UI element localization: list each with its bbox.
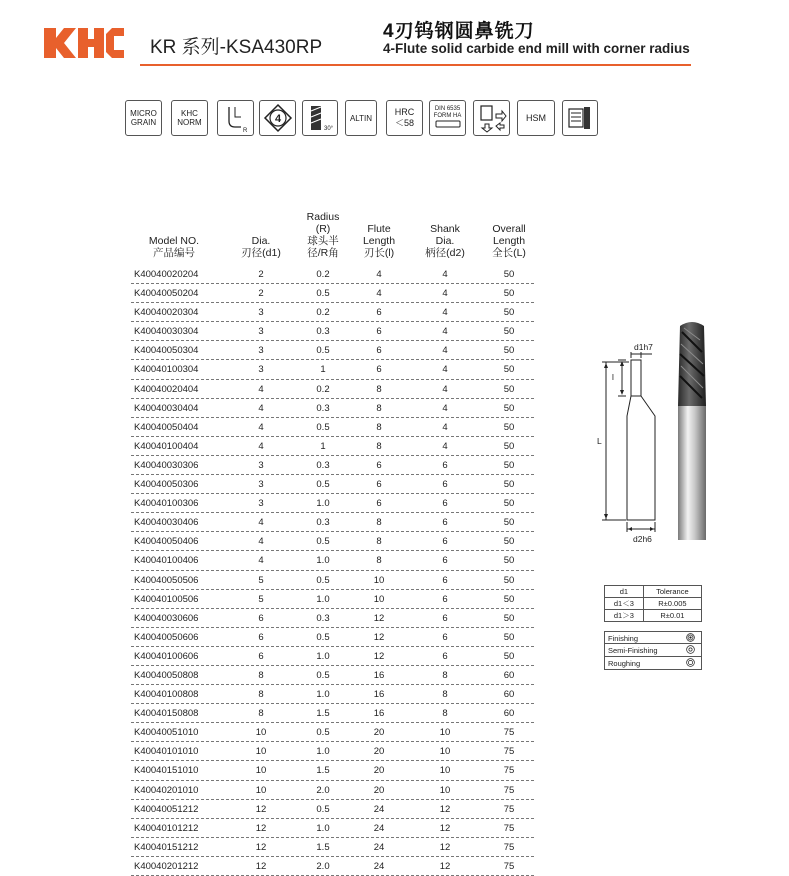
- table-cell: 50: [503, 498, 515, 510]
- table-cell: 0.5: [316, 479, 330, 491]
- table-cell: K40040150808: [134, 708, 199, 720]
- table-row: [131, 532, 534, 551]
- table-cell: 6: [442, 631, 448, 643]
- table-row: [131, 704, 534, 723]
- table-cell: 2: [258, 288, 264, 300]
- l-label: l: [612, 372, 614, 382]
- table-cell: 6: [376, 364, 382, 376]
- d2-label: d2h6: [633, 534, 652, 544]
- table-cell: 4: [442, 383, 448, 395]
- table-cell: 0.3: [316, 402, 330, 414]
- table-cell: 6: [442, 593, 448, 605]
- table-cell: 0.2: [316, 269, 330, 280]
- table-cell: 6: [442, 517, 448, 529]
- table-cell: K40040100606: [134, 650, 199, 662]
- tolerance-cell: d1＞3: [605, 610, 644, 622]
- table-cell: 4: [442, 288, 448, 300]
- table-cell: 4: [442, 402, 448, 414]
- table-cell: K40040051010: [134, 727, 199, 739]
- page-title-cn: 4刃钨钢圆鼻铣刀: [383, 21, 535, 42]
- table-cell: 1.5: [316, 708, 330, 720]
- table-cell: 6: [376, 307, 382, 319]
- cutting-direction-icon: [473, 100, 510, 136]
- table-row: [131, 322, 534, 341]
- table-cell: 8: [258, 669, 264, 681]
- table-cell: K40040100406: [134, 555, 199, 567]
- table-cell: 1: [320, 440, 326, 452]
- end-mill-picture: [672, 318, 712, 544]
- table-cell: K40040050304: [134, 345, 199, 357]
- table-cell: 50: [503, 440, 515, 452]
- table-row: [131, 819, 534, 838]
- table-header: [131, 203, 534, 259]
- table-cell: 8: [376, 440, 382, 452]
- table-cell: 50: [503, 574, 515, 586]
- table-cell: 1.0: [316, 650, 330, 662]
- table-cell: K40040050506: [134, 574, 199, 586]
- table-cell: K40040100304: [134, 364, 199, 376]
- svg-text:R: R: [242, 128, 247, 133]
- table-cell: 2.0: [316, 784, 330, 796]
- table-cell: 3: [258, 479, 264, 491]
- table-cell: 4: [442, 440, 448, 452]
- table-cell: 50: [503, 459, 515, 471]
- tolerance-cell: d1＜3: [605, 598, 644, 610]
- four-flute-icon: [259, 100, 296, 136]
- L-label: L: [597, 436, 602, 446]
- table-cell: K40040151212: [134, 841, 199, 853]
- header-divider: [140, 64, 691, 66]
- table-row: [131, 360, 534, 379]
- table-cell: 4: [258, 383, 264, 395]
- product-table: [131, 203, 534, 876]
- tolerance-cell: R±0.01: [643, 610, 701, 622]
- table-cell: 8: [258, 708, 264, 720]
- table-row: [131, 513, 534, 532]
- table-cell: 12: [439, 860, 451, 872]
- table-cell: 4: [376, 269, 382, 280]
- double-circle-dot-icon: [686, 633, 695, 642]
- table-cell: 10: [255, 746, 267, 758]
- table-cell: 1.0: [316, 689, 330, 701]
- table-cell: 12: [373, 631, 385, 643]
- table-row: [131, 761, 534, 780]
- table-cell: 0.5: [316, 288, 330, 300]
- micro-grain-badge: MICRO GRAIN: [125, 100, 162, 136]
- table-cell: 50: [503, 326, 515, 338]
- table-row: [131, 723, 534, 742]
- table-cell: 6: [442, 555, 448, 567]
- table-cell: K40040030306: [134, 459, 199, 471]
- table-cell: 4: [442, 307, 448, 319]
- table-cell: 8: [376, 555, 382, 567]
- table-cell: 0.5: [316, 345, 330, 357]
- table-cell: 12: [373, 650, 385, 662]
- table-cell: 2: [258, 269, 264, 280]
- table-cell: 50: [503, 612, 515, 624]
- table-cell: K40040030404: [134, 402, 199, 414]
- table-cell: 50: [503, 269, 515, 280]
- table-cell: 2.0: [316, 860, 330, 872]
- table-cell: 4: [442, 364, 448, 376]
- table-cell: 60: [503, 669, 515, 681]
- finishing-row: Semi-Finishing: [604, 644, 702, 657]
- table-cell: 60: [503, 708, 515, 720]
- table-cell: 1.0: [316, 593, 330, 605]
- din-standard-badge: DIN 6535 FORM HA: [429, 100, 466, 136]
- table-cell: 20: [373, 765, 385, 777]
- table-row: [131, 666, 534, 685]
- table-cell: 4: [258, 517, 264, 529]
- table-cell: 75: [503, 784, 515, 796]
- table-cell: 8: [442, 669, 448, 681]
- table-cell: 10: [255, 765, 267, 777]
- svg-text:30°: 30°: [324, 126, 334, 132]
- table-cell: K40040151010: [134, 765, 199, 777]
- table-cell: 8: [376, 517, 382, 529]
- table-cell: 50: [503, 307, 515, 319]
- table-cell: K40040050808: [134, 669, 199, 681]
- finishing-legend: [604, 631, 702, 670]
- table-cell: 8: [442, 689, 448, 701]
- table-cell: 3: [258, 307, 264, 319]
- table-cell: 4: [258, 555, 264, 567]
- corner-radius-icon: [217, 100, 254, 136]
- header-overall-length: Overall Length 全长(L): [492, 223, 526, 259]
- table-cell: 5: [258, 593, 264, 605]
- table-cell: 10: [373, 574, 385, 586]
- cutting-type-icon: [562, 100, 598, 136]
- table-cell: 12: [439, 822, 451, 834]
- table-cell: 6: [258, 631, 264, 643]
- table-cell: 50: [503, 402, 515, 414]
- table-cell: 8: [376, 536, 382, 548]
- svg-text:4: 4: [274, 113, 281, 125]
- table-cell: 1.0: [316, 822, 330, 834]
- table-cell: 0.5: [316, 421, 330, 433]
- table-cell: 6: [376, 326, 382, 338]
- table-cell: 12: [255, 841, 267, 853]
- table-cell: 4: [376, 288, 382, 300]
- d1-label: d1h7: [634, 342, 653, 352]
- table-row: [131, 475, 534, 494]
- table-cell: 24: [373, 860, 385, 872]
- table-cell: 3: [258, 326, 264, 338]
- table-cell: 50: [503, 517, 515, 529]
- table-cell: 50: [503, 631, 515, 643]
- table-cell: K40040050204: [134, 288, 199, 300]
- table-cell: 50: [503, 555, 515, 567]
- table-cell: 10: [255, 784, 267, 796]
- table-cell: 50: [503, 288, 515, 300]
- table-row: [131, 437, 534, 456]
- table-cell: K40040050404: [134, 421, 199, 433]
- table-cell: 24: [373, 803, 385, 815]
- table-row: [131, 838, 534, 857]
- table-cell: 0.3: [316, 326, 330, 338]
- table-row: [131, 265, 534, 284]
- hardness-badge: HRC ＜58: [386, 100, 423, 136]
- table-cell: 0.5: [316, 727, 330, 739]
- table-cell: K40040100506: [134, 593, 199, 605]
- table-cell: 1.0: [316, 555, 330, 567]
- table-cell: 3: [258, 345, 264, 357]
- table-cell: 4: [258, 536, 264, 548]
- table-cell: 12: [373, 612, 385, 624]
- table-cell: K40040030406: [134, 517, 199, 529]
- table-row: [131, 341, 534, 360]
- table-cell: 8: [376, 421, 382, 433]
- table-cell: K40040020204: [134, 269, 199, 280]
- table-cell: 4: [442, 326, 448, 338]
- table-cell: 6: [442, 650, 448, 662]
- tolerance-table: [604, 585, 702, 622]
- khc-logo-icon: [44, 22, 124, 64]
- circle-dot-icon: [686, 645, 695, 654]
- table-row: [131, 609, 534, 628]
- table-cell: 50: [503, 364, 515, 376]
- hsm-badge: HSM: [517, 100, 555, 136]
- table-cell: 8: [258, 689, 264, 701]
- table-row: [131, 628, 534, 647]
- table-cell: 6: [442, 498, 448, 510]
- table-cell: 6: [442, 479, 448, 491]
- table-cell: 10: [439, 765, 451, 777]
- finishing-row: Roughing: [604, 657, 702, 670]
- table-cell: K40040050406: [134, 536, 199, 548]
- table-cell: K40040201010: [134, 784, 199, 796]
- table-cell: 0.5: [316, 536, 330, 548]
- tolerance-cell: R±0.005: [643, 598, 701, 610]
- table-cell: 0.5: [316, 803, 330, 815]
- table-cell: 6: [376, 479, 382, 491]
- table-cell: 10: [439, 727, 451, 739]
- table-cell: 75: [503, 727, 515, 739]
- circle-icon: [686, 658, 695, 667]
- table-cell: 3: [258, 498, 264, 510]
- table-cell: 16: [373, 669, 385, 681]
- table-row: [131, 571, 534, 590]
- table-cell: 10: [373, 593, 385, 605]
- table-cell: 12: [255, 822, 267, 834]
- table-cell: 6: [442, 536, 448, 548]
- table-row: [131, 647, 534, 666]
- table-cell: 1.0: [316, 498, 330, 510]
- table-cell: 4: [258, 440, 264, 452]
- table-cell: 75: [503, 746, 515, 758]
- table-row: [131, 590, 534, 609]
- table-cell: 6: [258, 612, 264, 624]
- header-dia: Dia. 刃径(d1): [241, 235, 281, 259]
- table-cell: 0.3: [316, 459, 330, 471]
- table-cell: 0.3: [316, 517, 330, 529]
- table-cell: 24: [373, 841, 385, 853]
- table-cell: 20: [373, 784, 385, 796]
- table-row: [131, 800, 534, 819]
- table-cell: 0.2: [316, 307, 330, 319]
- table-cell: 4: [258, 421, 264, 433]
- table-cell: K40040030304: [134, 326, 199, 338]
- table-cell: 8: [376, 402, 382, 414]
- table-cell: 4: [442, 269, 448, 280]
- table-row: [131, 742, 534, 761]
- table-cell: 3: [258, 459, 264, 471]
- table-row: [131, 399, 534, 418]
- table-cell: 10: [255, 727, 267, 739]
- helix-icon: [302, 100, 338, 136]
- tolerance-header-tolerance: Tolerance: [643, 586, 701, 598]
- table-cell: K40040050306: [134, 479, 199, 491]
- table-cell: 12: [439, 841, 451, 853]
- finishing-row: Finishing: [604, 631, 702, 644]
- table-cell: 60: [503, 689, 515, 701]
- table-cell: K40040100306: [134, 498, 199, 510]
- shank-icon: [434, 120, 462, 128]
- table-cell: 75: [503, 860, 515, 872]
- table-cell: 20: [373, 746, 385, 758]
- khc-norm-badge: KHC NORM: [171, 100, 208, 136]
- tolerance-header-d1: d1: [605, 586, 644, 598]
- header-flute-length: Flute Length 刃长(l): [362, 223, 396, 259]
- table-row: [131, 685, 534, 704]
- table-row: [131, 284, 534, 303]
- table-cell: 1.5: [316, 765, 330, 777]
- table-cell: K40040100808: [134, 689, 199, 701]
- table-cell: 24: [373, 822, 385, 834]
- table-cell: 50: [503, 536, 515, 548]
- table-cell: 6: [376, 498, 382, 510]
- table-cell: 10: [439, 784, 451, 796]
- table-cell: 50: [503, 593, 515, 605]
- table-cell: 1.0: [316, 746, 330, 758]
- table-cell: 6: [442, 574, 448, 586]
- table-cell: 4: [442, 345, 448, 357]
- table-cell: 50: [503, 479, 515, 491]
- table-cell: K40040101010: [134, 746, 199, 758]
- series-name: KR 系列-KSA430RP: [150, 37, 323, 58]
- table-cell: 50: [503, 421, 515, 433]
- table-cell: K40040201212: [134, 860, 199, 872]
- table-cell: K40040020404: [134, 383, 199, 395]
- table-cell: 12: [255, 803, 267, 815]
- table-cell: 16: [373, 689, 385, 701]
- table-cell: 3: [258, 364, 264, 376]
- header-model: Model NO. 产品编号: [148, 235, 200, 259]
- table-row: [131, 303, 534, 322]
- table-cell: 5: [258, 574, 264, 586]
- table-row: [131, 857, 534, 876]
- table-cell: 6: [376, 459, 382, 471]
- table-cell: K40040020304: [134, 307, 199, 319]
- table-cell: 50: [503, 345, 515, 357]
- table-cell: 0.3: [316, 612, 330, 624]
- table-row: [131, 456, 534, 475]
- table-cell: 4: [258, 402, 264, 414]
- header-radius: Radius (R) 球头半 径/R角: [306, 211, 340, 259]
- table-cell: K40040050606: [134, 631, 199, 643]
- table-cell: 4: [442, 421, 448, 433]
- table-cell: 0.5: [316, 669, 330, 681]
- table-cell: 75: [503, 765, 515, 777]
- table-cell: K40040100404: [134, 440, 199, 452]
- table-cell: 50: [503, 650, 515, 662]
- table-cell: 75: [503, 841, 515, 853]
- table-cell: 6: [442, 459, 448, 471]
- table-cell: 1: [320, 364, 326, 376]
- table-cell: 12: [255, 860, 267, 872]
- table-cell: 1.5: [316, 841, 330, 853]
- table-row: [131, 380, 534, 399]
- table-body: [131, 265, 534, 876]
- table-row: [131, 418, 534, 437]
- page-title-en: 4-Flute solid carbide end mill with corner radius: [383, 41, 690, 56]
- table-cell: 20: [373, 727, 385, 739]
- table-cell: 75: [503, 803, 515, 815]
- table-row: [131, 551, 534, 570]
- table-cell: K40040051212: [134, 803, 199, 815]
- table-cell: 0.5: [316, 574, 330, 586]
- table-cell: 16: [373, 708, 385, 720]
- table-cell: 6: [258, 650, 264, 662]
- table-cell: 6: [376, 345, 382, 357]
- table-cell: 0.2: [316, 383, 330, 395]
- table-cell: K40040101212: [134, 822, 199, 834]
- table-row: [131, 781, 534, 800]
- table-cell: 8: [376, 383, 382, 395]
- table-cell: 50: [503, 383, 515, 395]
- coating-badge: ALTIN: [345, 100, 377, 136]
- header-shank-dia: Shank Dia. 柄径(d2): [425, 223, 465, 259]
- table-cell: K40040030606: [134, 612, 199, 624]
- table-cell: 0.5: [316, 631, 330, 643]
- table-row: [131, 494, 534, 513]
- table-cell: 75: [503, 822, 515, 834]
- table-cell: 8: [442, 708, 448, 720]
- table-cell: 12: [439, 803, 451, 815]
- table-cell: 6: [442, 612, 448, 624]
- table-cell: 10: [439, 746, 451, 758]
